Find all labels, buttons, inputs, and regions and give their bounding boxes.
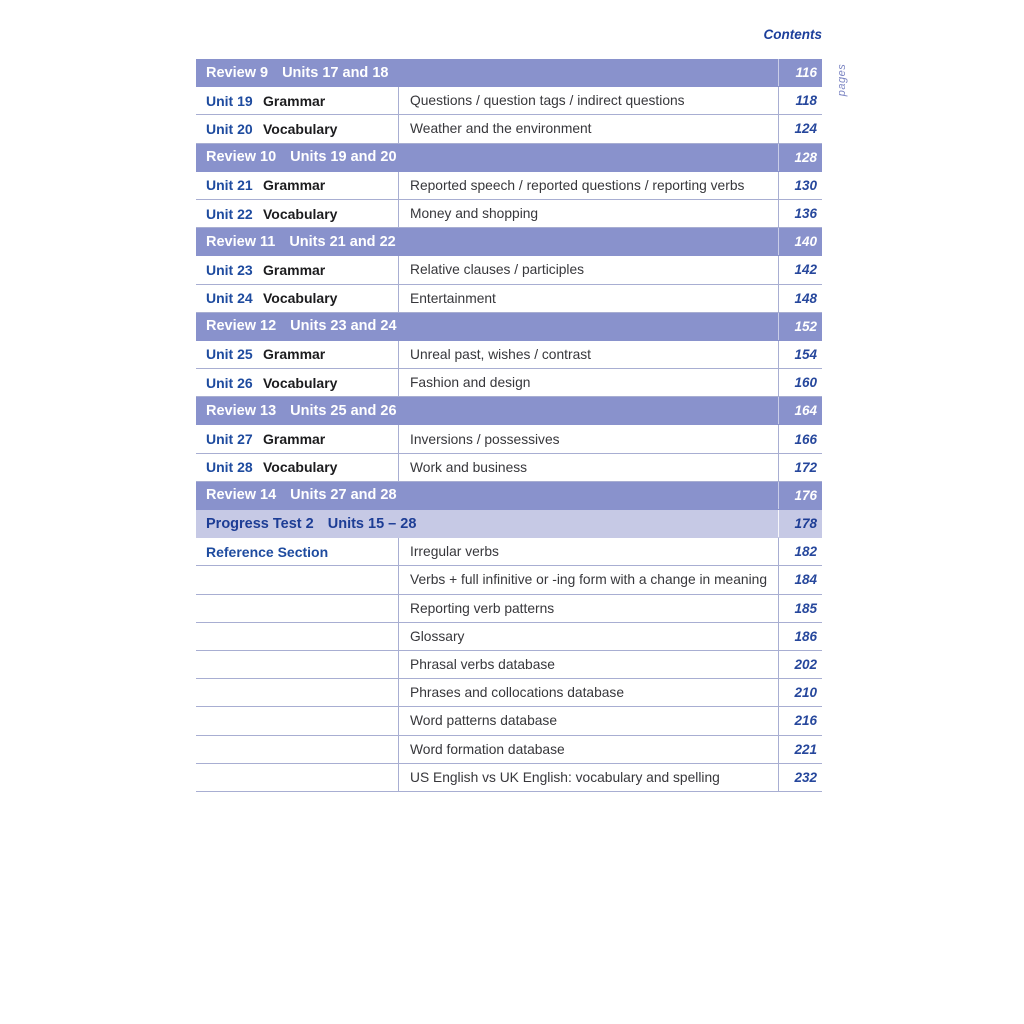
reference-description: Reporting verb patterns <box>398 595 778 622</box>
reference-row <box>196 679 822 707</box>
review-band <box>196 144 778 171</box>
unit-number: Unit 26 <box>206 374 253 391</box>
reference-row <box>196 651 822 679</box>
page-number: 164 <box>778 397 822 424</box>
unit-number: Unit 19 <box>206 92 253 109</box>
unit-category: Vocabulary <box>263 459 338 476</box>
reference-row <box>196 538 822 566</box>
page-number: 128 <box>778 144 822 171</box>
unit-label-cell <box>196 256 398 283</box>
progress-test-units-label: Units 15 – 28 <box>327 515 417 532</box>
unit-label-cell <box>196 87 398 114</box>
review-label: Review 10 <box>206 149 277 166</box>
progress-test-label: Progress Test 2 <box>206 515 314 532</box>
unit-row <box>196 115 822 143</box>
reference-description: Word patterns database <box>398 707 778 734</box>
unit-category: Vocabulary <box>263 374 338 391</box>
unit-description: Work and business <box>398 454 778 481</box>
unit-category: Grammar <box>263 177 326 194</box>
page-number: 148 <box>778 285 822 312</box>
unit-label-cell <box>196 425 398 452</box>
unit-description: Inversions / possessives <box>398 425 778 452</box>
reference-description: Glossary <box>398 623 778 650</box>
review-units-label: Units 17 and 18 <box>282 64 389 81</box>
review-band <box>196 59 778 86</box>
review-band <box>196 482 778 509</box>
review-units-label: Units 21 and 22 <box>289 233 396 250</box>
toc-table <box>196 59 822 792</box>
page-number: 202 <box>778 651 822 678</box>
unit-row <box>196 200 822 228</box>
reference-label-cell <box>196 707 398 734</box>
page-number: 221 <box>778 736 822 763</box>
unit-label-cell <box>196 341 398 368</box>
review-row <box>196 397 822 425</box>
reference-description: Phrases and collocations database <box>398 679 778 706</box>
reference-row <box>196 595 822 623</box>
review-units-label: Units 19 and 20 <box>290 149 397 166</box>
reference-description: Phrasal verbs database <box>398 651 778 678</box>
review-row <box>196 228 822 256</box>
review-row <box>196 144 822 172</box>
page-number: 178 <box>778 510 822 537</box>
unit-number: Unit 23 <box>206 261 253 278</box>
unit-category: Vocabulary <box>263 205 338 222</box>
review-units-label: Units 23 and 24 <box>290 318 397 335</box>
reference-label-cell <box>196 764 398 791</box>
page-number: 118 <box>778 87 822 114</box>
unit-description: Questions / question tags / indirect questions <box>398 87 778 114</box>
page-number: 124 <box>778 115 822 142</box>
reference-row <box>196 707 822 735</box>
page-number: 142 <box>778 256 822 283</box>
review-label: Review 9 <box>206 64 269 81</box>
page-number: 130 <box>778 172 822 199</box>
review-band <box>196 397 778 424</box>
unit-row <box>196 256 822 284</box>
review-units-label: Units 27 and 28 <box>290 487 397 504</box>
reference-description: Verbs + full infinitive or -ing form with a change in meaning <box>398 566 778 593</box>
progress-test-row <box>196 510 822 538</box>
review-label: Review 12 <box>206 318 277 335</box>
unit-number: Unit 24 <box>206 290 253 307</box>
page-number: 172 <box>778 454 822 481</box>
page-number: 154 <box>778 341 822 368</box>
page-number: 166 <box>778 425 822 452</box>
reference-row <box>196 764 822 792</box>
unit-label-cell <box>196 285 398 312</box>
page-number: 186 <box>778 623 822 650</box>
page-number: 140 <box>778 228 822 255</box>
unit-number: Unit 28 <box>206 459 253 476</box>
unit-category: Vocabulary <box>263 120 338 137</box>
review-row <box>196 59 822 87</box>
review-band <box>196 313 778 340</box>
page-number: 176 <box>778 482 822 509</box>
reference-row <box>196 736 822 764</box>
reference-label-cell <box>196 538 398 565</box>
reference-description: US English vs UK English: vocabulary and spelling <box>398 764 778 791</box>
review-label: Review 14 <box>206 487 277 504</box>
unit-label-cell <box>196 115 398 142</box>
reference-label-cell <box>196 566 398 593</box>
unit-number: Unit 25 <box>206 346 253 363</box>
unit-number: Unit 27 <box>206 431 253 448</box>
unit-row <box>196 454 822 482</box>
unit-label-cell <box>196 369 398 396</box>
unit-row <box>196 285 822 313</box>
unit-description: Relative clauses / participles <box>398 256 778 283</box>
reference-row <box>196 623 822 651</box>
page-number: 152 <box>778 313 822 340</box>
unit-row <box>196 172 822 200</box>
page-number: 136 <box>778 200 822 227</box>
review-band <box>196 228 778 255</box>
unit-category: Grammar <box>263 92 326 109</box>
unit-number: Unit 20 <box>206 120 253 137</box>
unit-category: Grammar <box>263 261 326 278</box>
reference-label-cell <box>196 651 398 678</box>
unit-description: Fashion and design <box>398 369 778 396</box>
page-number: 182 <box>778 538 822 565</box>
unit-number: Unit 22 <box>206 205 253 222</box>
page-number: 232 <box>778 764 822 791</box>
reference-section-label: Reference Section <box>206 543 329 560</box>
page-title: Contents <box>763 27 822 42</box>
unit-category: Vocabulary <box>263 290 338 307</box>
page-number: 160 <box>778 369 822 396</box>
page-number: 116 <box>778 59 822 86</box>
unit-category: Grammar <box>263 431 326 448</box>
review-label: Review 13 <box>206 402 277 419</box>
review-row <box>196 313 822 341</box>
reference-label-cell <box>196 595 398 622</box>
unit-description: Reported speech / reported questions / reporting verbs <box>398 172 778 199</box>
page-number: 210 <box>778 679 822 706</box>
reference-label-cell <box>196 679 398 706</box>
review-units-label: Units 25 and 26 <box>290 402 397 419</box>
reference-label-cell <box>196 736 398 763</box>
unit-label-cell <box>196 454 398 481</box>
reference-label-cell <box>196 623 398 650</box>
unit-description: Unreal past, wishes / contrast <box>398 341 778 368</box>
page-number: 216 <box>778 707 822 734</box>
reference-description: Word formation database <box>398 736 778 763</box>
unit-category: Grammar <box>263 346 326 363</box>
unit-number: Unit 21 <box>206 177 253 194</box>
unit-row <box>196 369 822 397</box>
unit-row <box>196 425 822 453</box>
unit-row <box>196 341 822 369</box>
review-row <box>196 482 822 510</box>
page-number: 185 <box>778 595 822 622</box>
unit-description: Money and shopping <box>398 200 778 227</box>
progress-test-band <box>196 510 778 537</box>
reference-description: Irregular verbs <box>398 538 778 565</box>
unit-description: Entertainment <box>398 285 778 312</box>
unit-label-cell <box>196 200 398 227</box>
page-number: 184 <box>778 566 822 593</box>
unit-description: Weather and the environment <box>398 115 778 142</box>
pages-side-label: pages <box>836 63 848 97</box>
review-label: Review 11 <box>206 233 276 250</box>
unit-label-cell <box>196 172 398 199</box>
reference-row <box>196 566 822 594</box>
unit-row <box>196 87 822 115</box>
